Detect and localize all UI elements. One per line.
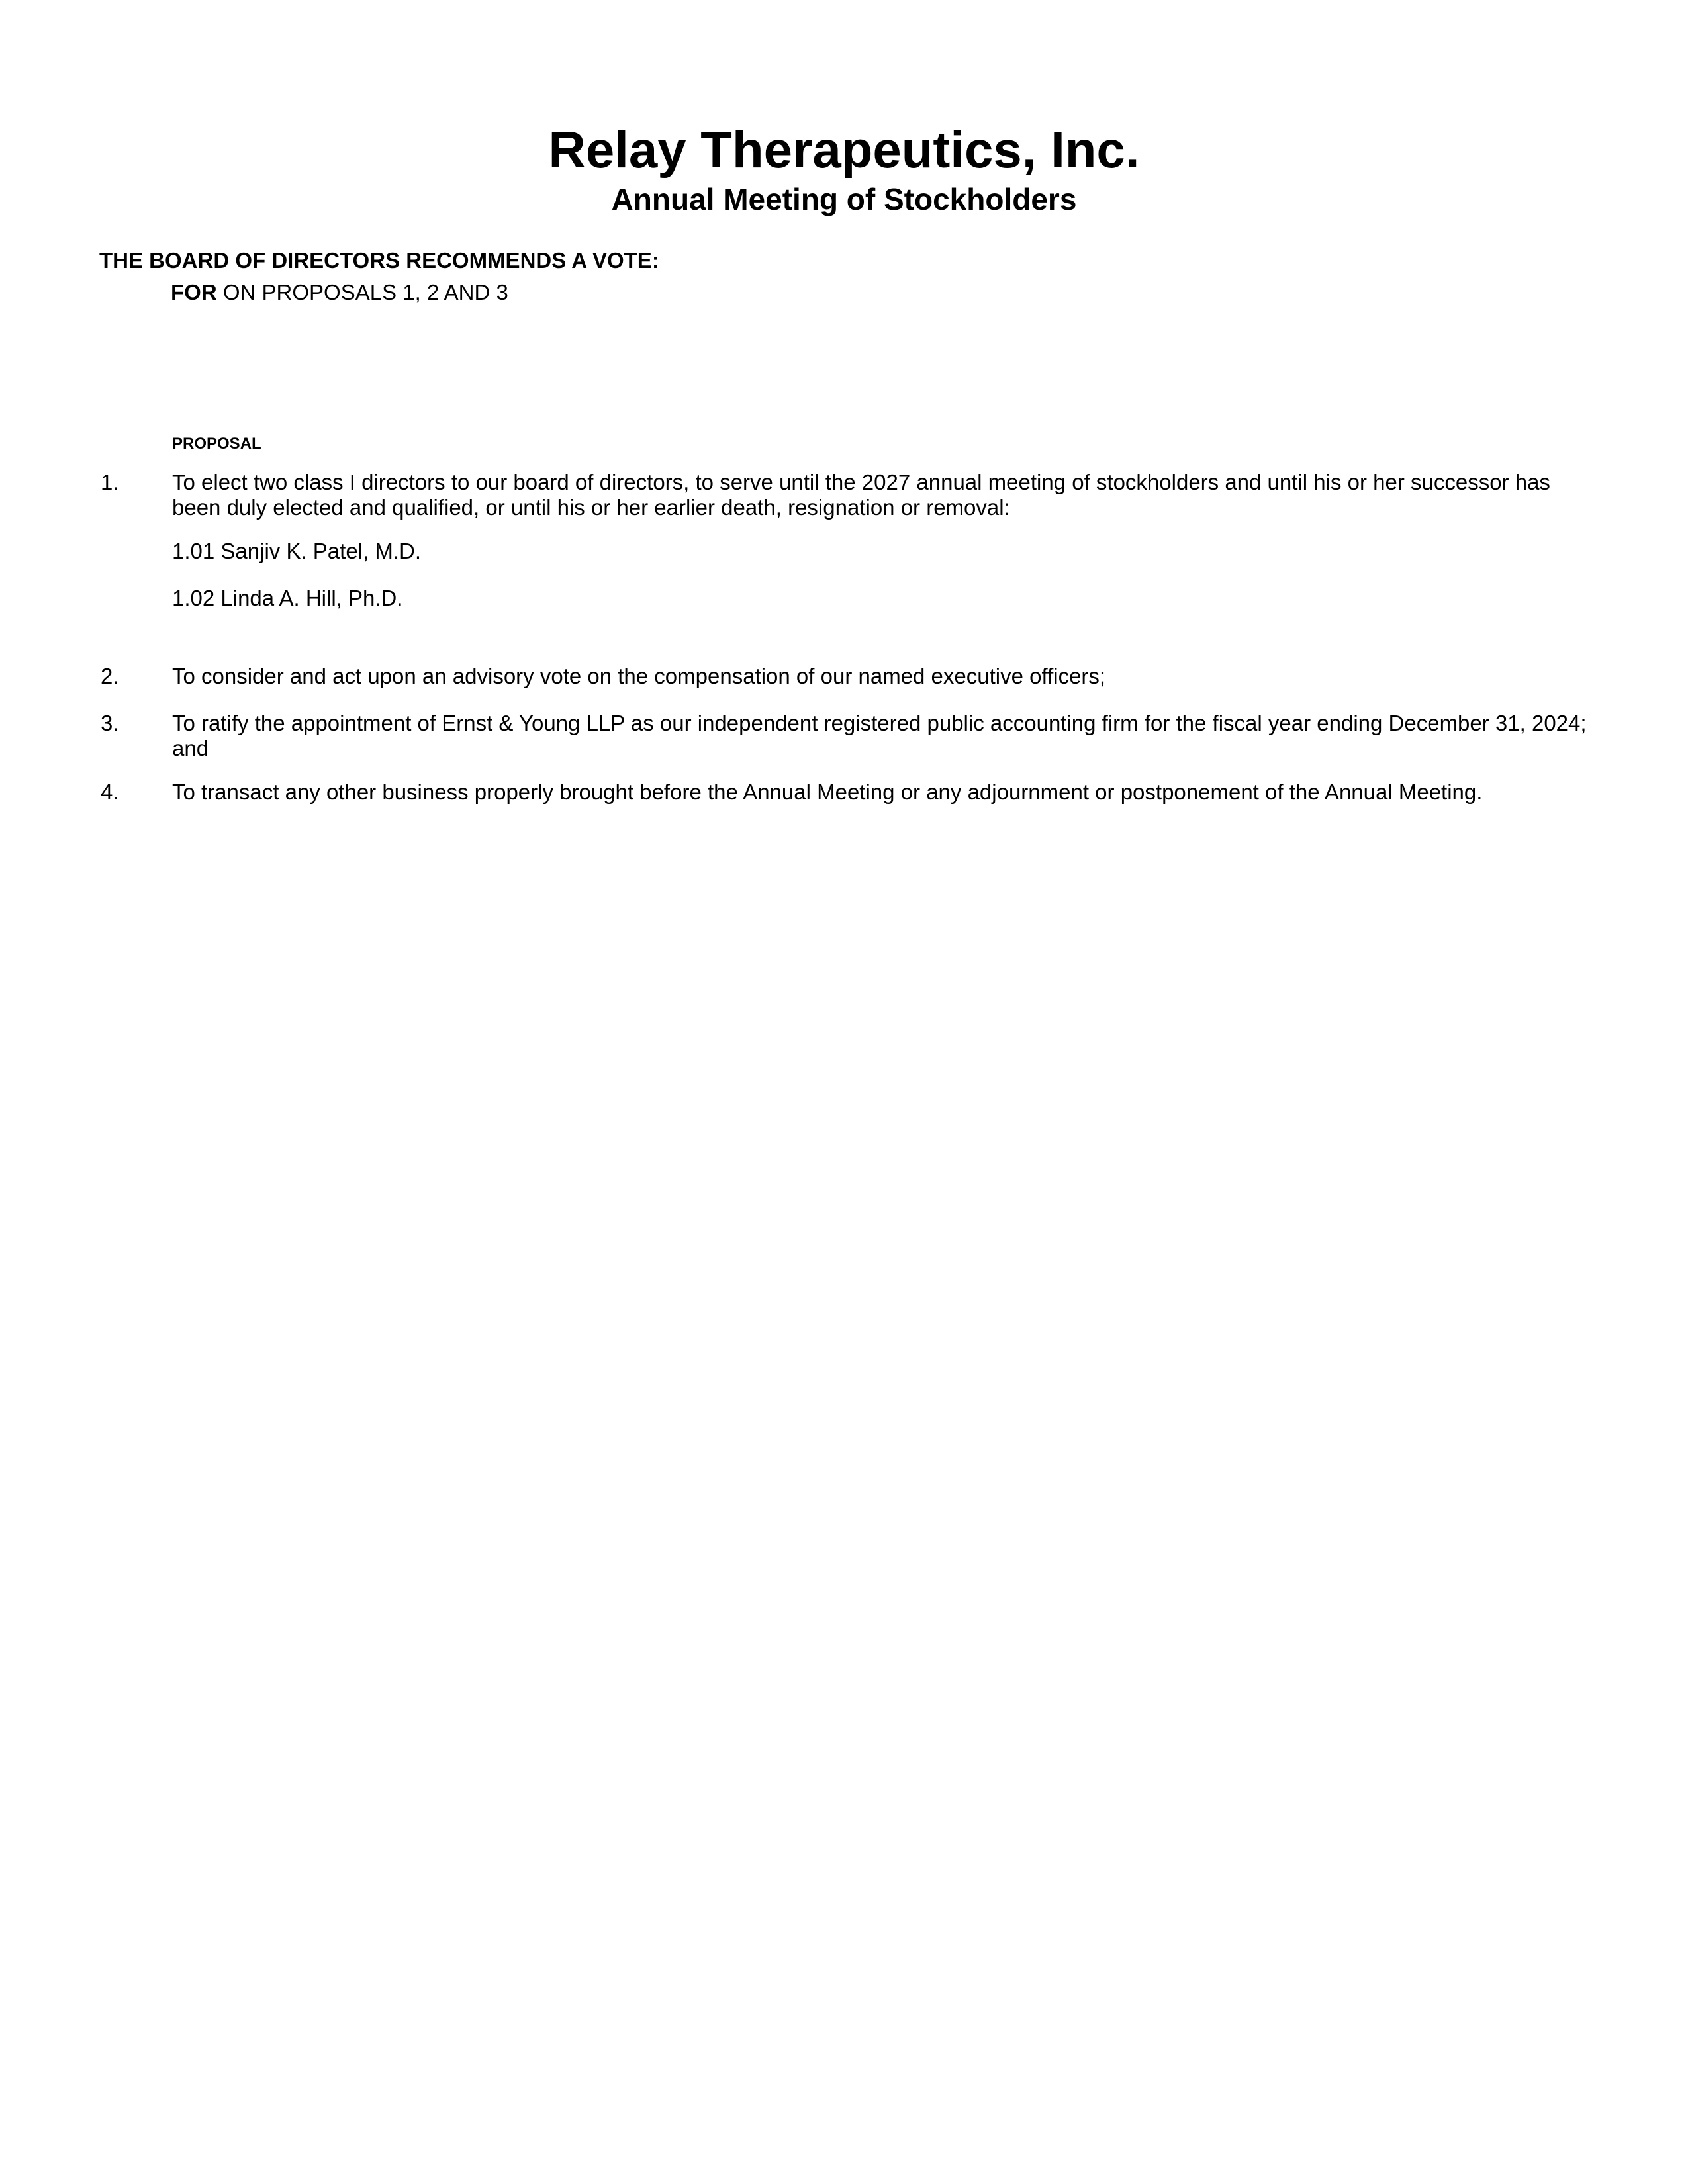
proposal-2-text: To consider and act upon an advisory vote on the compensation of our named executive officers;	[172, 664, 1106, 688]
proposal-3-text: To ratify the appointment of Ernst & Young LLP as our independent registered public accounting firm for the fiscal year ending December 31, 2024; and	[172, 711, 1587, 760]
recommendation-heading: THE BOARD OF DIRECTORS RECOMMENDS A VOTE:	[99, 248, 659, 273]
meeting-subtitle: Annual Meeting of Stockholders	[611, 182, 1077, 216]
company-title: Relay Therapeutics, Inc.	[548, 120, 1140, 179]
proposal-1-number: 1.	[101, 470, 119, 494]
proposal-4-number: 4.	[101, 780, 119, 804]
recommendation-scope: ON PROPOSALS 1, 2 AND 3	[222, 280, 508, 304]
nominee-1-01: 1.01 Sanjiv K. Patel, M.D.	[172, 539, 422, 563]
proposal-column-label: PROPOSAL	[172, 435, 261, 453]
proposal-3-number: 3.	[101, 711, 119, 735]
recommendation-line	[171, 279, 508, 306]
proposal-1-text: To elect two class I directors to our board of directors, to serve until the 2027 annual meeting of stockholders and until his or her successor has been duly elected and qualified, or until his or her earlier death, resignation or removal:	[172, 470, 1550, 520]
recommendation-vote: FOR	[171, 280, 217, 304]
nominee-1-02: 1.02 Linda A. Hill, Ph.D.	[172, 586, 403, 610]
proposal-4-text: To transact any other business properly brought before the Annual Meeting or any adjournment or postponement of the Annual Meeting.	[172, 780, 1483, 804]
proposal-2-number: 2.	[101, 664, 119, 688]
